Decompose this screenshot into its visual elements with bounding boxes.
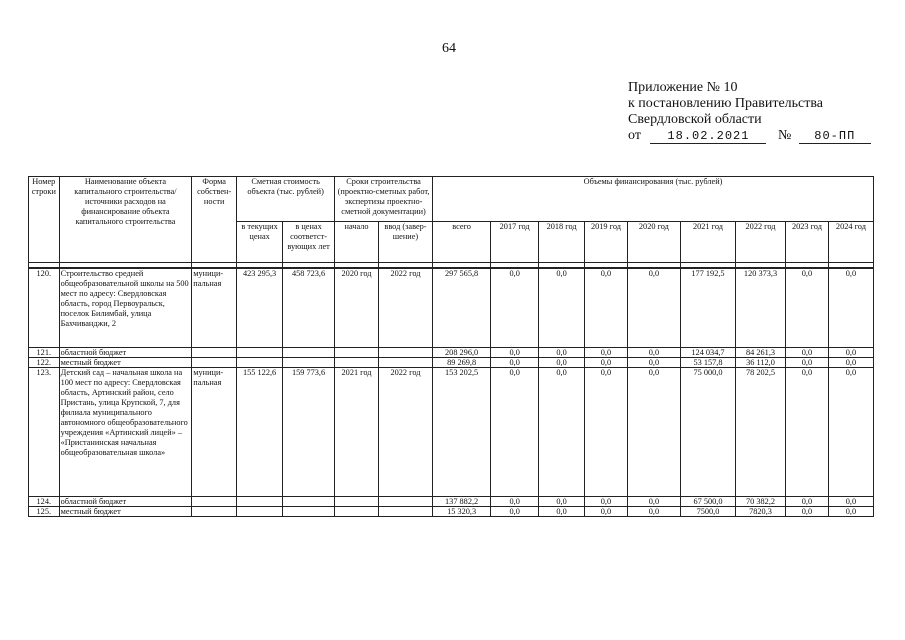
table-row — [29, 348, 874, 358]
funding-2017: 0,0 — [491, 497, 539, 507]
row-number: 124. — [29, 497, 60, 507]
header-row-number: Номер строки — [29, 177, 60, 263]
header-cost-base: в ценах соответст-вующих лет — [283, 222, 335, 263]
funding-2018: 0,0 — [539, 368, 585, 497]
funding-2024: 0,0 — [828, 368, 873, 497]
appendix-resolution-line: к постановлению Правительства — [628, 96, 824, 111]
cost-base — [283, 348, 335, 358]
funding-2019: 0,0 — [585, 358, 628, 368]
funding-2017: 0,0 — [491, 358, 539, 368]
funding-2020: 0,0 — [627, 348, 680, 358]
funding-2023: 0,0 — [786, 348, 829, 358]
object-name: местный бюджет — [59, 358, 192, 368]
funding-2022: 70 382,2 — [736, 497, 786, 507]
funding-total: 297 565,8 — [433, 268, 491, 348]
funding-total: 15 320,3 — [433, 507, 491, 517]
funding-total: 137 882,2 — [433, 497, 491, 507]
ownership — [192, 358, 237, 368]
funding-2018: 0,0 — [539, 348, 585, 358]
number-label: № — [777, 128, 792, 143]
row-number: 123. — [29, 368, 60, 497]
funding-2021: 53 157,8 — [680, 358, 735, 368]
funding-2024: 0,0 — [828, 497, 873, 507]
funding-2022: 78 202,5 — [736, 368, 786, 497]
finish-year — [378, 358, 432, 368]
header-total: всего — [433, 222, 491, 263]
funding-2024: 0,0 — [828, 358, 873, 368]
finish-year: 2022 год — [378, 268, 432, 348]
funding-2019: 0,0 — [585, 348, 628, 358]
appendix-date-line — [628, 128, 871, 144]
funding-2019: 0,0 — [585, 268, 628, 348]
ownership — [192, 497, 237, 507]
header-funding-volumes: Объемы финансирования (тыс. рублей) — [433, 177, 874, 222]
ownership — [192, 348, 237, 358]
header-cost-current: в текущих ценах — [237, 222, 283, 263]
finish-year — [378, 507, 432, 517]
cost-base — [283, 358, 335, 368]
row-number: 121. — [29, 348, 60, 358]
cost-current: 423 295,3 — [237, 268, 283, 348]
funding-2019: 0,0 — [585, 497, 628, 507]
cost-base — [283, 497, 335, 507]
funding-2022: 84 261,3 — [736, 348, 786, 358]
funding-total: 89 269,8 — [433, 358, 491, 368]
table-row — [29, 358, 874, 368]
appendix-title: Приложение № 10 — [628, 80, 738, 95]
funding-total: 208 296,0 — [433, 348, 491, 358]
object-name: Строительство средней общеобразовательной школы на 500 мест по адресу: Свердловская область, город Первоуральск, поселок Билимбай, улица Бахчиванджи, 2 — [59, 268, 192, 348]
header-start: начало — [335, 222, 379, 263]
funding-2021: 177 192,5 — [680, 268, 735, 348]
funding-2021: 7500,0 — [680, 507, 735, 517]
start-year: 2020 год — [335, 268, 379, 348]
funding-2018: 0,0 — [539, 497, 585, 507]
cost-base: 458 723,6 — [283, 268, 335, 348]
funding-2023: 0,0 — [786, 497, 829, 507]
funding-2021: 75 000,0 — [680, 368, 735, 497]
start-year — [335, 348, 379, 358]
funding-2024: 0,0 — [828, 268, 873, 348]
header-2022: 2022 год — [736, 222, 786, 263]
cost-current — [237, 507, 283, 517]
ownership — [192, 507, 237, 517]
resolution-number: 80-ПП — [799, 130, 871, 144]
header-construction-terms: Сроки строительства (проектно-сметных работ, экспертизы проектно-сметной документации) — [335, 177, 433, 222]
ownership: муници-пальная — [192, 268, 237, 348]
start-year — [335, 358, 379, 368]
resolution-date: 18.02.2021 — [650, 130, 766, 144]
cost-current — [237, 348, 283, 358]
funding-2020: 0,0 — [627, 268, 680, 348]
finish-year: 2022 год — [378, 368, 432, 497]
funding-2020: 0,0 — [627, 368, 680, 497]
funding-2022: 7820,3 — [736, 507, 786, 517]
funding-2023: 0,0 — [786, 358, 829, 368]
funding-2021: 67 500,0 — [680, 497, 735, 507]
header-2020: 2020 год — [627, 222, 680, 263]
funding-2023: 0,0 — [786, 507, 829, 517]
funding-2023: 0,0 — [786, 268, 829, 348]
funding-2020: 0,0 — [627, 358, 680, 368]
funding-2017: 0,0 — [491, 348, 539, 358]
appendix-header — [628, 80, 871, 144]
start-year: 2021 год — [335, 368, 379, 497]
funding-2017: 0,0 — [491, 368, 539, 497]
row-number: 122. — [29, 358, 60, 368]
page-number: 64 — [442, 41, 456, 56]
table-row — [29, 368, 874, 497]
funding-2018: 0,0 — [539, 358, 585, 368]
finish-year — [378, 348, 432, 358]
table-row — [29, 268, 874, 348]
financing-table — [28, 176, 874, 517]
finish-year — [378, 497, 432, 507]
funding-2021: 124 034,7 — [680, 348, 735, 358]
funding-2024: 0,0 — [828, 348, 873, 358]
object-name: областной бюджет — [59, 348, 192, 358]
ownership: муници-пальная — [192, 368, 237, 497]
cost-current — [237, 497, 283, 507]
appendix-region-line: Свердловской области — [628, 112, 762, 127]
table-row — [29, 497, 874, 507]
funding-2020: 0,0 — [627, 507, 680, 517]
funding-2024: 0,0 — [828, 507, 873, 517]
funding-2022: 120 373,3 — [736, 268, 786, 348]
header-2021: 2021 год — [680, 222, 735, 263]
funding-2020: 0,0 — [627, 497, 680, 507]
header-2024: 2024 год — [828, 222, 873, 263]
cost-base: 159 773,6 — [283, 368, 335, 497]
header-2017: 2017 год — [491, 222, 539, 263]
header-estimated-cost: Сметная стоимость объекта (тыс. рублей) — [237, 177, 335, 222]
funding-2019: 0,0 — [585, 507, 628, 517]
cost-current: 155 122,6 — [237, 368, 283, 497]
cost-base — [283, 507, 335, 517]
object-name: Детский сад – начальная школа на 100 мест по адресу: Свердловская область, Артинский район, село Пристань, улица Крупской, 7, для филиала муниципального автономного общеобразовательного учреждения «Артинский лицей» – «Пристанинская начальная общеобразовательная школа» — [59, 368, 192, 497]
funding-2023: 0,0 — [786, 368, 829, 497]
date-label: от — [628, 128, 641, 143]
funding-total: 153 202,5 — [433, 368, 491, 497]
header-object-name: Наименование объекта капитального строительства/ источники расходов на финансирование объекта капитального строительства — [59, 177, 192, 263]
start-year — [335, 497, 379, 507]
object-name: областной бюджет — [59, 497, 192, 507]
funding-2017: 0,0 — [491, 507, 539, 517]
funding-2022: 36 112,0 — [736, 358, 786, 368]
row-number: 120. — [29, 268, 60, 348]
header-2023: 2023 год — [786, 222, 829, 263]
cost-current — [237, 358, 283, 368]
header-2019: 2019 год — [585, 222, 628, 263]
funding-2018: 0,0 — [539, 268, 585, 348]
header-finish: ввод (завер-шение) — [378, 222, 432, 263]
funding-2019: 0,0 — [585, 368, 628, 497]
funding-2017: 0,0 — [491, 268, 539, 348]
header-ownership: Форма собствен-ности — [192, 177, 237, 263]
start-year — [335, 507, 379, 517]
table-row — [29, 507, 874, 517]
object-name: местный бюджет — [59, 507, 192, 517]
row-number: 125. — [29, 507, 60, 517]
header-2018: 2018 год — [539, 222, 585, 263]
funding-2018: 0,0 — [539, 507, 585, 517]
